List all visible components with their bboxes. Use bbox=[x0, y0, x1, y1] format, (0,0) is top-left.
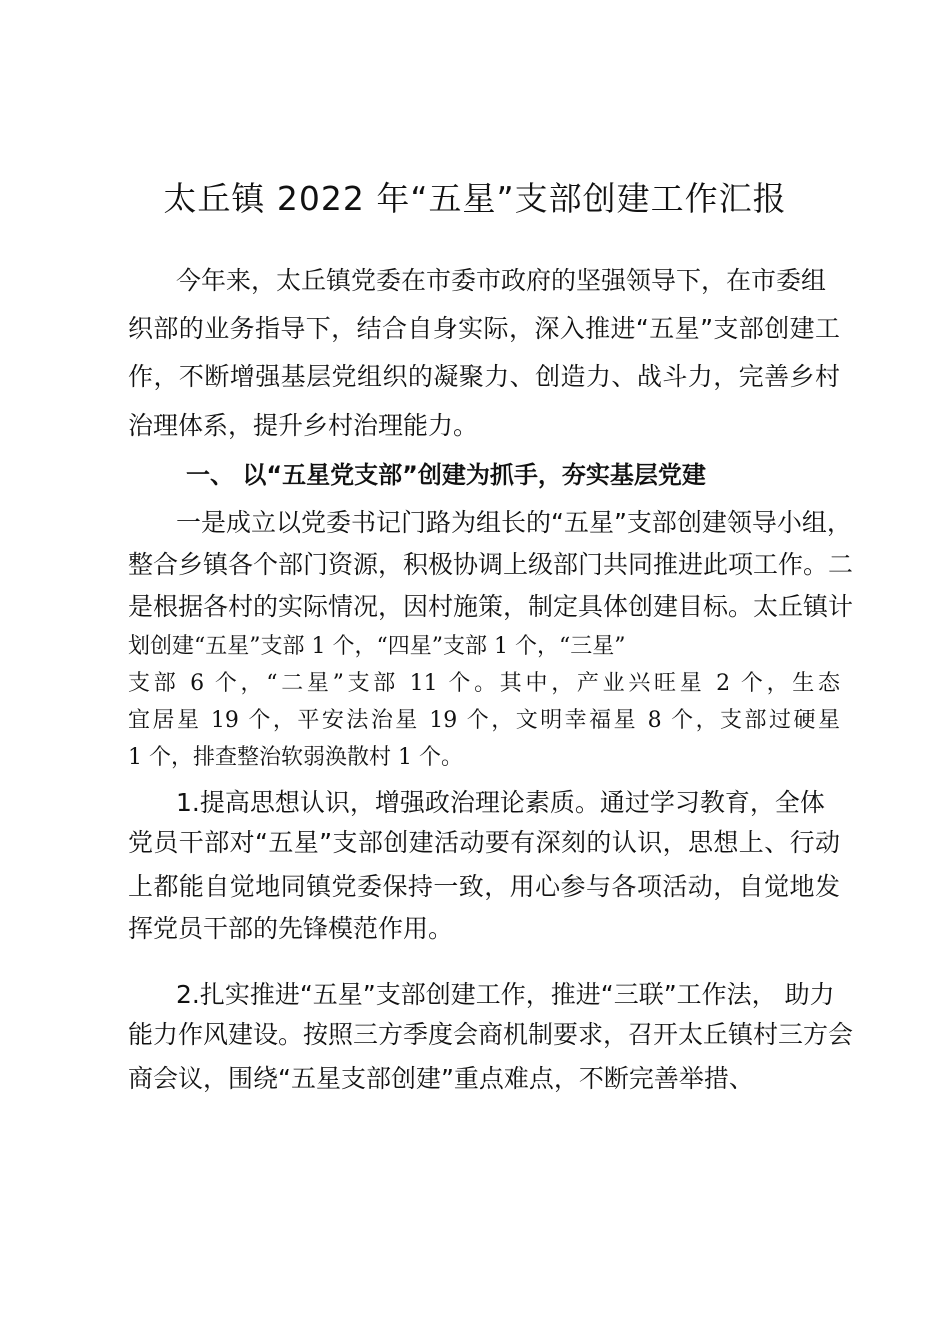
item-line: 挥党员干部的先锋模范作用。 bbox=[128, 914, 454, 943]
intro-line: 织部的业务指导下，结合自身实际，深入推进“五星”支部创建工 bbox=[128, 314, 840, 343]
item-line: 1.提高思想认识，增强政治理论素质。通过学习教育，全体 bbox=[176, 788, 825, 817]
intro-line: 今年来，太丘镇党委在市委市政府的坚强领导下，在市委组 bbox=[176, 266, 827, 295]
para-line: 是根据各村的实际情况，因村施策，制定具体创建目标。太丘镇计 bbox=[128, 592, 854, 621]
intro-line: 作，不断增强基层党组织的凝聚力、创造力、战斗力，完善乡村 bbox=[128, 362, 840, 391]
section-heading: 一、 以“五星党支部”创建为抓手，夯实基层党建 bbox=[186, 461, 706, 489]
item-line: 上都能自觉地同镇党委保持一致，用心参与各项活动，自觉地发 bbox=[128, 872, 840, 901]
document-title: 太丘镇 2022 年“五星”支部创建工作汇报 bbox=[163, 179, 787, 218]
para-line: 1 个，排查整治软弱涣散村 1 个。 bbox=[128, 745, 463, 770]
para-line: 整合乡镇各个部门资源，积极协调上级部门共同推进此项工作。二 bbox=[128, 550, 854, 579]
para-line: 支部 6 个，“二星”支部 11 个。其中，产业兴旺星 2 个，生态 bbox=[128, 671, 840, 696]
intro-line: 治理体系，提升乡村治理能力。 bbox=[128, 411, 479, 440]
item-line: 党员干部对“五星”支部创建活动要有深刻的认识，思想上、行动 bbox=[128, 828, 840, 857]
item-line: 商会议，围绕“五星支部创建”重点难点，不断完善举措、 bbox=[128, 1064, 754, 1093]
para-line: 划创建“五星”支部 1 个，“四星”支部 1 个，“三星” bbox=[128, 634, 626, 659]
para-line: 一是成立以党委书记门路为组长的“五星”支部创建领导小组， bbox=[176, 508, 852, 537]
item-line: 能力作风建设。按照三方季度会商机制要求，召开太丘镇村三方会 bbox=[128, 1020, 854, 1049]
para-line: 宜居星 19 个，平安法治星 19 个，文明幸福星 8 个，支部过硬星 bbox=[128, 708, 840, 733]
item-line: 2.扎实推进“五星”支部创建工作，推进“三联”工作法， 助力 bbox=[176, 980, 835, 1009]
